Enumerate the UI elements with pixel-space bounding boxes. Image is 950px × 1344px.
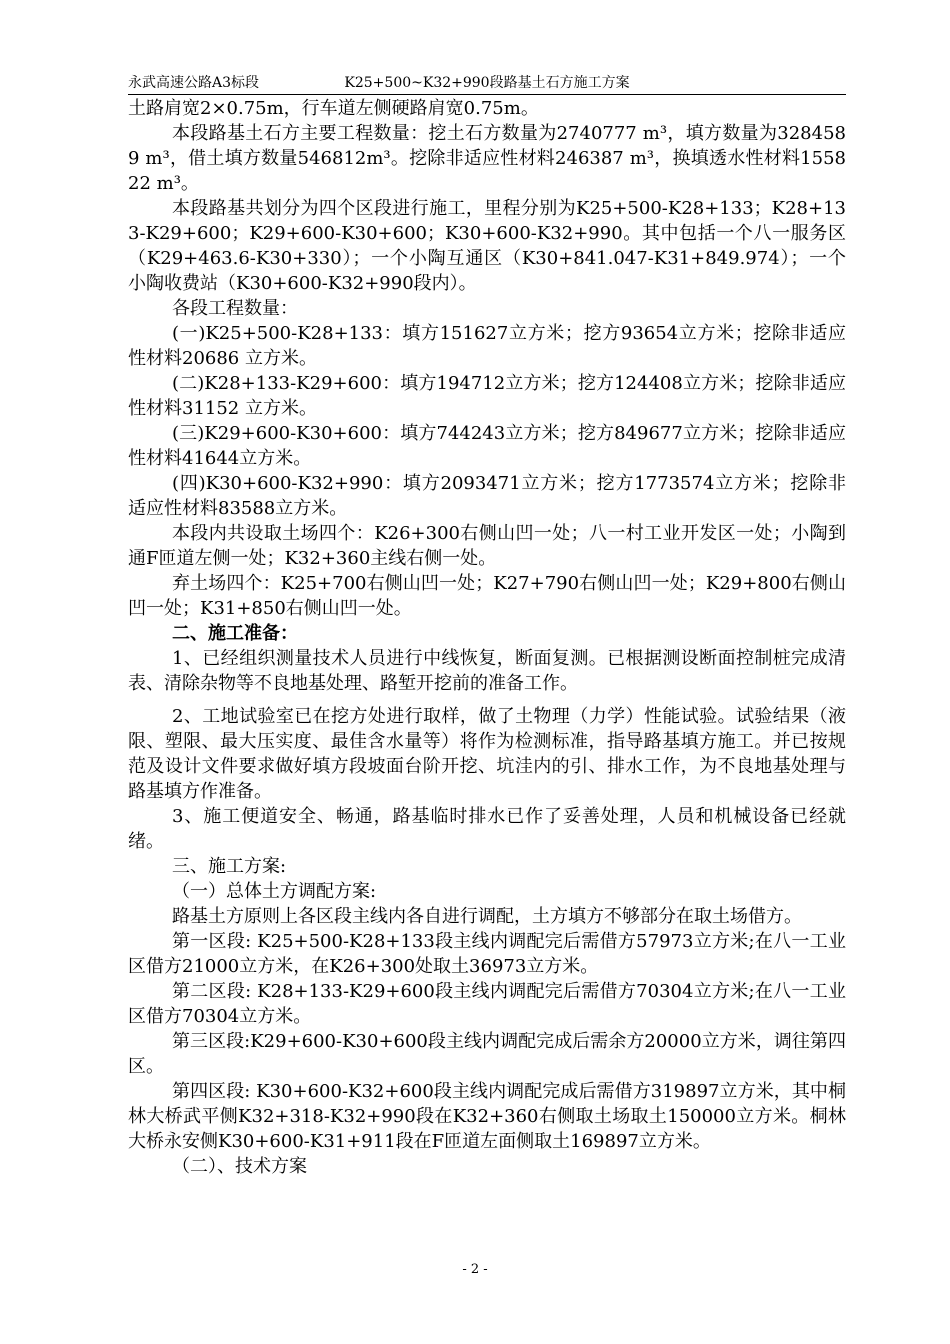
paragraph-zone-1-allocation: 第一区段: K25+500-K28+133段主线内调配完后需借方57973立方米;在八一工业区借方21000立方米，在K26+300处取土36973立方米。 — [128, 931, 846, 977]
paragraph-section-division: 本段路基共划分为四个区段进行施工，里程分别为K25+500-K28+133；K28+133-K29+600；K29+600-K30+600；K30+600-K32+990。其中包括一个八一服务区（K29+463.6-K30+330）；一个小陶互通区（K30+841.047-K31+849.974）；一个小陶收费站（K30+600-K32+990段内）。 — [128, 198, 846, 294]
heading-construction-preparation: 二、施工准备： — [172, 623, 298, 644]
paragraph-quantities-heading: 各段工程数量： — [172, 298, 298, 319]
page-number: - 2 - — [462, 1262, 488, 1277]
header-project-name: 永武高速公路A3标段 — [128, 75, 260, 91]
paragraph-section-1-quantities: (一)K25+500-K28+133：填方151627立方米；挖方93654立方米；挖除非适应性材料20686 立方米。 — [128, 323, 846, 369]
paragraph-zone-3-allocation: 第三区段:K29+600-K30+600段主线内调配完成后需余方20000立方米，调往第四区。 — [128, 1031, 846, 1077]
paragraph-spoil-sites: 弃土场四个：K25+700右侧山凹一处；K27+790右侧山凹一处；K29+800右侧山凹一处；K31+850右侧山凹一处。 — [128, 573, 846, 619]
page-header — [128, 74, 846, 95]
paragraph-prep-item-1: 1、已经组织测量技术人员进行中线恢复，断面复测。已根据测设断面控制桩完成清表、清除杂物等不良地基处理、路堑开挖前的准备工作。 — [128, 648, 846, 694]
paragraph-main-quantities: 本段路基土石方主要工程数量：挖土石方数量为2740777 m³，填方数量为3284589 m³，借土填方数量546812m³。挖除非适应性材料246387 m³，换填透水性材料155822 m³。 — [128, 123, 846, 194]
paragraph-zone-2-allocation: 第二区段: K28+133-K29+600段主线内调配完后需借方70304立方米;在八一工业区借方70304立方米。 — [128, 981, 846, 1027]
paragraph-allocation-principle: 路基土方原则上各区段主线内各自进行调配，土方填方不够部分在取土场借方。 — [172, 906, 802, 927]
paragraph-borrow-pits: 本段内共设取土场四个：K26+300右侧山凹一处；八一村工业开发区一处；小陶到通F匝道左侧一处；K32+360主线右侧一处。 — [128, 523, 846, 569]
heading-construction-plan: 三、施工方案: — [172, 856, 287, 877]
paragraph-section-3-quantities: (三)K29+600-K30+600：填方744243立方米；挖方849677立方米；挖除非适应性材料41644立方米。 — [128, 423, 846, 469]
paragraph-prep-item-3: 3、施工便道安全、畅通，路基临时排水已作了妥善处理，人员和机械设备已经就绪。 — [128, 806, 846, 852]
paragraph-section-4-quantities: (四)K30+600-K32+990：填方2093471立方米；挖方1773574立方米；挖除非适应性材料83588立方米。 — [128, 473, 846, 519]
paragraph-prep-item-2: 2、工地试验室已在挖方处进行取样，做了土物理（力学）性能试验。试验结果（液限、塑限、最大压实度、最佳含水量等）将作为检测标准，指导路基填方施工。并已按规范及设计文件要求做好填方段坡面台阶开挖、坑洼内的引、排水工作，为不良地基处理与路基填方作准备。 — [128, 706, 846, 802]
paragraph-zone-4-allocation: 第四区段: K30+600-K32+600段主线内调配完成后需借方319897立方米，其中桐林大桥武平侧K32+318-K32+990段在K32+360右侧取土场取土150000立方米。桐林大桥永安侧K30+600-K31+911段在F匝道左面侧取土169897立方米。 — [128, 1081, 846, 1152]
heading-earthwork-allocation: （一）总体土方调配方案: — [172, 881, 377, 902]
paragraph-shoulder-width: 土路肩宽2×0.75m，行车道左侧硬路肩宽0.75m。 — [128, 98, 539, 119]
heading-technical-plan: （二）、技术方案 — [172, 1156, 307, 1177]
document-body — [128, 96, 846, 1179]
header-document-title: K25+500~K32+990段路基土石方施工方案 — [344, 75, 630, 91]
paragraph-section-2-quantities: (二)K28+133-K29+600：填方194712立方米；挖方124408立方米；挖除非适应性材料31152 立方米。 — [128, 373, 846, 419]
